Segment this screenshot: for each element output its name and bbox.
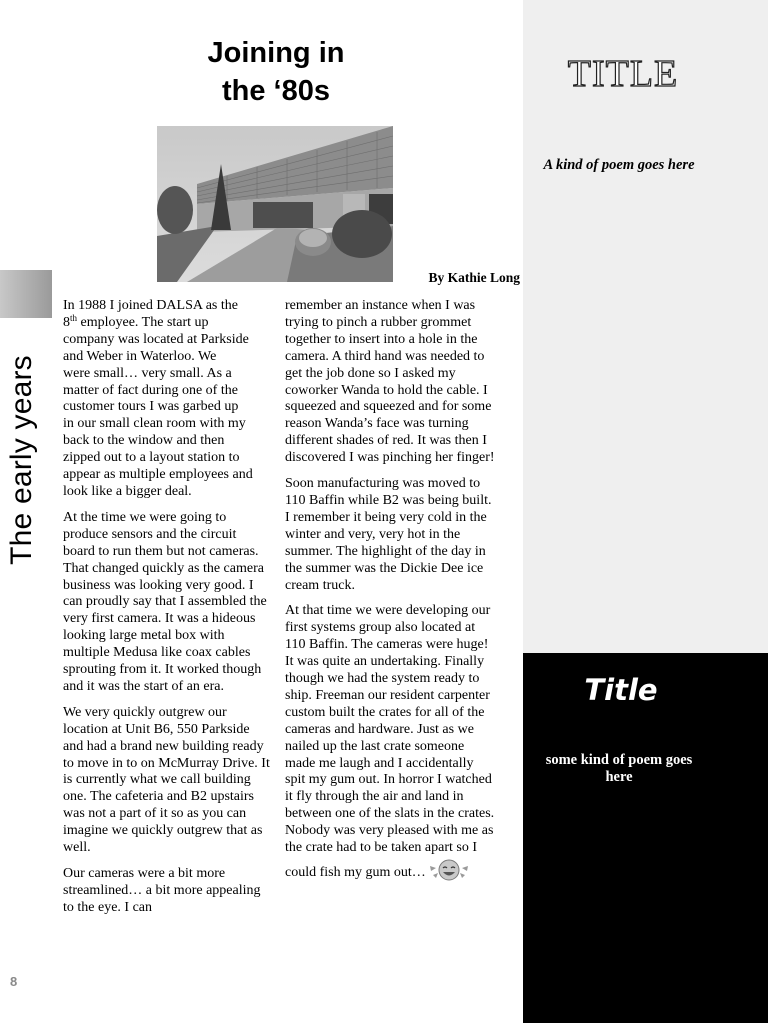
sidebar-bottom-title: Title: [584, 673, 658, 707]
text-line: in our small clean room with my: [63, 416, 246, 432]
text-line: and Weber in Waterloo. We: [63, 348, 217, 364]
text-line: back to the window and then: [63, 433, 225, 449]
text-line: company was located at Parkside: [63, 331, 249, 347]
section-tab: [0, 270, 52, 318]
sidebar-bottom-poem: some kind of poem goes here: [545, 752, 693, 785]
sidebar-bottom-panel: [523, 653, 768, 1023]
paragraph-6: Soon manufacturing was moved to 110 Baffin while B2 was being built. I remember it being very cold in the winter and very, very hot in the summer. The highlight of the day in the summer was the Dickie Dee ice cream truck.: [285, 476, 492, 593]
ordinal-suffix: th: [70, 312, 78, 323]
page-number: 8: [10, 974, 18, 989]
laughing-smiley-icon: [428, 857, 470, 889]
byline: By Kathie Long: [428, 270, 520, 285]
text-line: look like a bigger deal.: [63, 483, 192, 499]
text-line: zipped out to a layout station to: [63, 450, 240, 466]
text-line: customer tours I was garbed up: [63, 399, 239, 415]
ordinal-number: 8: [63, 314, 70, 330]
sidebar-poem: A kind of poem goes here: [543, 157, 695, 173]
article-title-line1: Joining in: [207, 37, 345, 69]
building-photo: [157, 126, 393, 282]
paragraph-7-text: At that time we were developing our first systems group also located at 110 Baffin. The cameras were huge! It was quite an undertaking. Finally though we had the system ready to ship. Freeman our resident carpenter custom built the crates for all of the cameras and hardware. Just as we nailed up the last crate someone made me laugh and I accidentally spit my gum out. In horror I watched it fly through the air and land in between one of the slats in the crates. Nobody was very pleased with me as the crate had to be taken apart so I could fish my gum out…: [285, 603, 495, 881]
article-column-2: [285, 298, 497, 898]
text-line: In 1988 I joined DALSA as the: [63, 298, 238, 313]
sidebar-title: TITLE: [567, 53, 679, 95]
sidebar-top-panel: [523, 0, 768, 653]
text-line: [63, 312, 271, 332]
article-column-1: [63, 298, 271, 926]
text-fragment: employee. The start up: [77, 314, 209, 330]
paragraph-1: [63, 298, 271, 501]
text-line: were small… very small. As a: [63, 365, 232, 381]
article-title: [170, 34, 382, 110]
paragraph-5: remember an instance when I was trying to pinch a rubber grommet together to insert into a hole in the camera. A third hand was needed to get the job done so I asked my coworker Wanda to hold the cable. I squeezed and squeezed and for some reason Wanda’s face was turning different shades of red. It was then I discovered I was pinching her finger!: [285, 298, 495, 466]
paragraph-7: [285, 603, 495, 889]
paragraph-2: At the time we were going to produce sensors and the circuit board to run them but not cameras. That changed quickly as the camera business was looking very good. I can proudly say that I assembled the very first camera. It was a hideous looking large metal box with multiple Medusa like coax cables sprouting from it. It worked though and it was the start of an era.: [63, 509, 267, 694]
paragraph-4: Our cameras were a bit more streamlined… a bit more appealing to the eye. I can: [63, 866, 261, 915]
building-photo-illustration: [157, 126, 393, 282]
text-line: matter of fact during one of the: [63, 382, 238, 398]
article-title-line2: the ‘80s: [222, 75, 330, 107]
paragraph-3: We very quickly outgrew our location at Unit B6, 550 Parkside and had a brand new building ready to move in to on McMurray Drive. It is currently what we call building one. The cafeteria and B2 upstairs was not a part of it so as you can imagine we quickly outgrew that as well.: [63, 704, 270, 856]
section-label: The early years: [5, 355, 38, 565]
text-line: appear as multiple employees and: [63, 467, 253, 483]
